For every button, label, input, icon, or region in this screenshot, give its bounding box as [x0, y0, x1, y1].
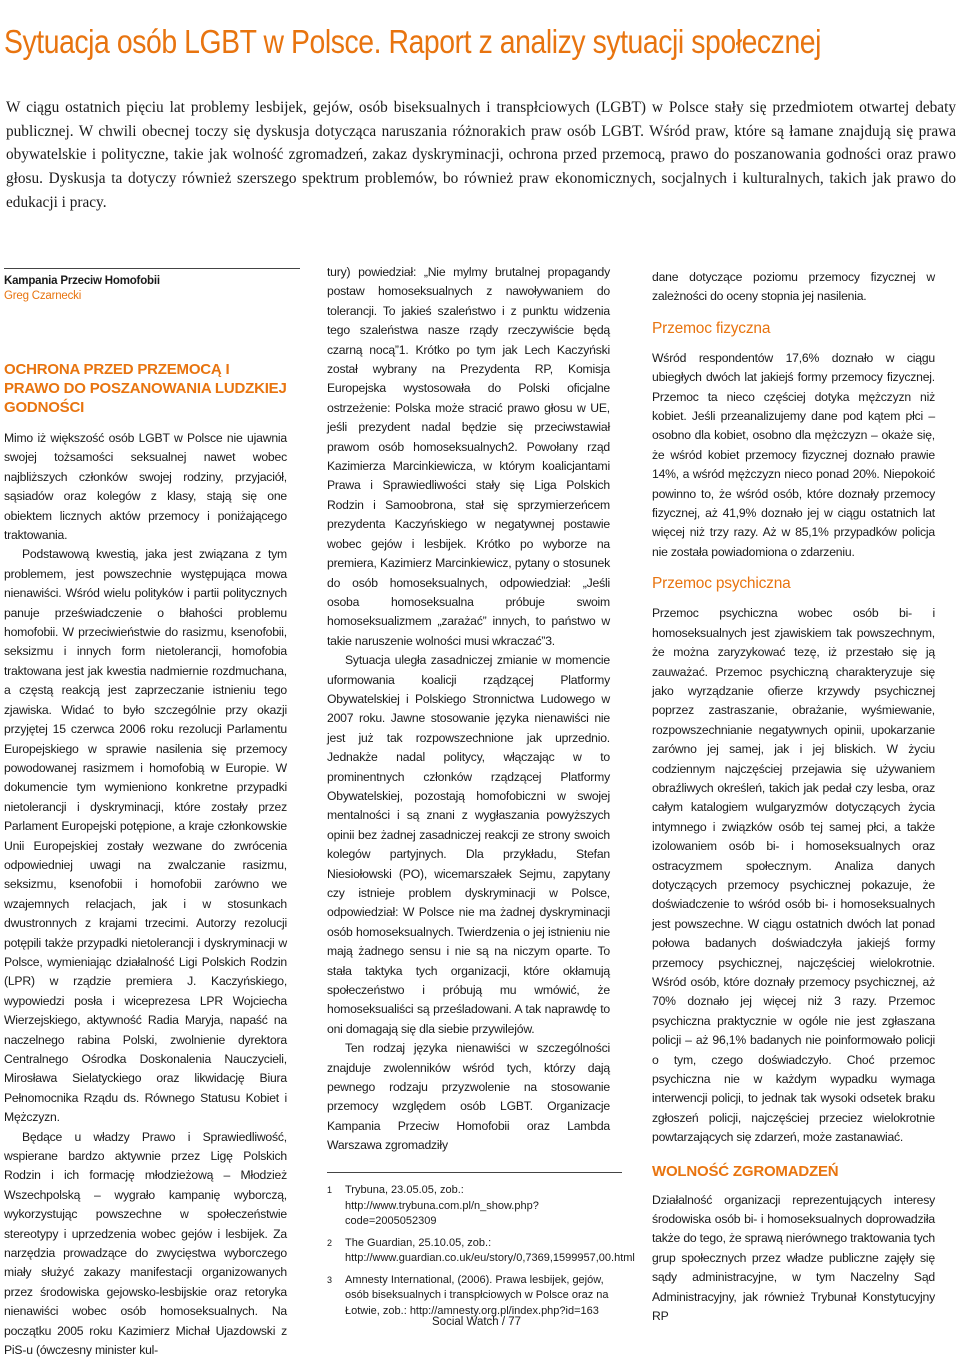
- paragraph: Wśród respondentów 17,6% doznało w ciągu ubiegłych dwóch lat jakiejś formy przemocy fizycznej. Przemoc ta nieco częściej dotyka mężczyzn niż kobiet. Jeśli przeanalizujemy dane pod kątem płci – osobno dla kobiet, osobno dla mężczyzn – okaże się, że wśród kobiet przemocy fizycznej doznało prawie 14%, a wśród mężczyzn nieco ponad 20%. Niepokoić powinno to, że wśród osób, które doznały przemocy fizycznej, aż 41,9% doznało jej w ciągu ostatnich lat więcej niż trzy razy. Aż w 85,1% przypadków policja nie została powiadomiona o zdarzeniu.: [652, 350, 935, 559]
- section-heading-violence: OCHRONA PRZED PRZEMOCĄ I PRAWO DO POSZANOWANIA LUDZKIEJ GODNOŚCI: [4, 361, 287, 416]
- campaign-label: Kampania Przeciw Homofobii: [4, 275, 160, 287]
- page-footer: Social Watch / 77: [432, 1316, 522, 1328]
- author-name: Greg Czarnecki: [4, 290, 82, 302]
- page-title: Sytuacja osób LGBT w Polsce. Raport z analizy sytuacji społecznej: [4, 23, 822, 61]
- footnote-number: 3: [327, 1274, 333, 1285]
- column-3: [652, 268, 935, 1327]
- column-1: [4, 268, 287, 1361]
- paragraph: tury) powiedział: „Nie mylmy brutalnej propagandy postaw homoseksualnych z nawoływaniem do tolerancji. To jakieś szaleństwo i z punktu widzenia tego szaleństwa nasze rządy rzeczywiście będą czarną nocą”1. Krótko po tym jak Lech Kaczyński został wybrany na Prezydenta RP, Komisja Europejska wystosowała do Polski oficjalne ostrzeżenie: Polska może stracić prawo głosu w UE, jeśli prezydent nadal będzie się przeciwstawiał prawom osób homoseksualnych2. Powołany rząd Kazimierza Marcinkiewicza, w którym koalicjantami Prawa i Sprawiedliwości stały się Liga Polskich Rodzin i Samoobrona, stał się sprzymierzeńcem prezydenta Kaczyńskiego w negatywnej postawie wobec gejów i lesbijek. Krótko po wyborze na premiera, Kazimierz Marcinkiewicz, pytany o stosunek do osób homoseksualnych, odpowiedział: „Jeśli osoba homoseksualna próbuje swoim homoseksualizmem „zarażać” innych, to państwo w takie naruszenie wolności musi wkraczać”3.: [327, 265, 610, 648]
- footnotes: [327, 1172, 635, 1325]
- paragraph: Przemoc psychiczna wobec osób bi- i homoseksualnych jest zjawiskiem tak powszechnym, że można zaryzykować tezę, iż przestało się ją zauważać. Przemoc psychiczną charakteryzuje się jako wyrządzanie ofierze krzywdy psychicznej poprzez zastraszanie, obrażanie, wyśmiewanie, rozpowszechnianie negatywnych opinii, upokarzanie zarówno jej samej, jak i jej bliskich. W życiu codziennym najczęściej przejawia się używaniem obraźliwych określeń, takich jak pedał czy lesba, oraz całym katalogiem wulgaryzmów dotyczących życia intymnego i związków osób tej samej płci, a także izolowaniem osób bi- i homoseksualnych oraz ostracyzmem społecznym. Analiza danych dotyczących przemocy psychicznej pokazuje, że doświadczenie to wśród osób bi- i homoseksualnych jest powszechne. W ciągu ostatnich dwóch lat ponad połowa badanych doświadczyła jakiejś formy przemocy psychicznej, najczęściej wielokrotnie. Wśród osób, które doznały przemocy psychicznej, aż 70% doznało jej więcej niż 3 razy. Przemoc psychiczna praktycznie w ogóle nie jest zgłaszana policji – aż 96,1% badanych nie poinformowało policji o tym, czego doświadczyło. Choć przemoc psychiczna nie w każdym wypadku wymaga interwencji policji, to jednak tak wysoki odsetek braku zgłoszeń policji, najczęściej przeciez wielokrotnie powtarzających się zdarzeń, może zastanawiać.: [652, 606, 935, 1145]
- footnote-number: 1: [327, 1185, 333, 1195]
- footnote-text: The Guardian, 25.10.05, zob.: http://www.guardian.co.uk/eu/story/0,7369,1599957,00.html: [345, 1236, 635, 1264]
- footnote-number: 2: [327, 1237, 333, 1248]
- paragraph: Będące u władzy Prawo i Sprawiedliwość, wspierane bardzo aktywnie przez Ligę Polskich Rodzin i ich formację młodzieżową – Młodzież Wszechpolską – wygrało kampanię wyborczą, wykorzystując powszechne w społeczeństwie stereotypy i uprzedzenia wobec gejów i lesbijek. Za narzędzia prowadzące do zwycięstwa wyborczego miały służyć zakazy manifestacji organizowanych przez środowiska gejowsko-lesbijskie oraz retoryka nienawiści wobec osób homoseksualnych. Na początku 2005 roku Kazimierz Michał Ujazdowski z PiS-u (ówczesny minister kul-: [4, 1129, 287, 1358]
- subheading-psychological-violence: Przemoc psychiczna: [652, 575, 791, 593]
- paragraph: Mimo iż większość osób LGBT w Polsce nie ujawnia swojej tożsamości seksualnej nawet wobec najbliższych członków swojej rodziny, przyjaciół, sąsiadów oraz kolegów z klasy, stają się one obiektem licznych aktów przemocy i poniżającego traktowania.: [4, 431, 287, 543]
- footnote: [327, 1236, 635, 1267]
- footnote: [327, 1273, 622, 1320]
- footnote: [327, 1183, 622, 1230]
- footnote-text: Amnesty International, (2006). Prawa lesbijek, gejów, osób biseksualnych i transpłciowych w Polsce oraz na Łotwie, zob.: http://amnesty.org.pl/index.php?id=163: [345, 1273, 609, 1317]
- paragraph: Podstawową kwestią, jaka jest związana z tym problemem, jest powszechnie występująca mowa nienawiści. Wśród wielu polityków i partii politycznych panuje przeświadczenie o błahości problemu homofobii. W przeciwieństwie do rasizmu, ksenofobii, seksizmu i innych form nietolerancji, homofobia traktowana jest jak kwestia nadmiernie rozdmuchana, a częstą reakcją jest zaprzeczanie istnieniu tego zjawiska. Widać to było szczególnie przy okazji przyjętej 15 czerwca 2006 roku rezolucji Parlamentu Europejskiego w sprawie nasilenia się przemocy powodowanej rasizmem i homofobią w Europie. W dokumencie tym wymieniono konkretne przypadki nietolerancji i dyskryminacji, które zostały przez Parlament Europejski potępione, a kraje członkowskie Unii Europejskiej zostały wezwane do zwrócenia odpowiedniej uwagi na zwalczanie rasizmu, seksizmu, ksenofobii i homofobii zarówno we wzajemnych relacjach, jak i w stosunkach dwustronnych z krajami trzecimi. Autorzy rezolucji potępili także przypadki nietolerancji i dyskryminacji w Polsce, wymieniając działalność Ligi Polskich Rodzin (LPR) w rządzie premiera J. Kaczyńskiego, wypowiedzi posła i wiceprezesa LPR Wojciecha Wierzejskiego, aktywność Radia Maryja, napaść na naczelnego rabina Polski, zwolnienie dyrektora Centralnego Ośrodka Doskonalenia Nauczycieli, Mirosława Sielatyckiego oraz likwidację Biura Pełnomocnika Rządu ds. Równego Statusu Kobiet i Mężczyzn.: [4, 547, 287, 1125]
- lead-paragraph: W ciągu ostatnich pięciu lat problemy lesbijek, gejów, osób biseksualnych i transpłciowych (LGBT) w Polsce stały się przedmiotem otwartej debaty publicznej. W chwili obecnej toczy się dyskusja dotycząca naruszania różnorakich praw osób LGBT. Wśród praw, które są łamane znajdują się prawa obywatelskie i polityczne, takie jak wolność zgromadzeń, zakaz dyskryminacji, ochrona przed przemocą, prawo do poszanowania godności oraz prawo głosu. Dyskusja ta dotyczy również szerszego spektrum problemów, bo również praw ekonomicznych, socjalnych i kulturalnych, takich jak prawo do edukacji i pracy.: [6, 99, 956, 211]
- subheading-physical-violence: Przemoc fizyczna: [652, 319, 771, 337]
- paragraph: Sytuacja uległa zasadniczej zmianie w momencie uformowania koalicji rządzącej Platformy Obywatelskiej i Polskiego Stronnictwa Ludowego w 2007 roku. Jawne stosowanie języka nienawiści nie jest już tak rozpowszechnione jak uprzednio. Jednakże nadal politycy, włączając w to prominentnych członków rządzącej Platformy Obywatelskiej, pozostają homofobiczni w swojej mentalności i są znani z wygłaszania powyższych opinii bez żadnej zasadniczej reakcji ze strony swoich kolegów partyjnych. Dla przykładu, Stefan Niesiołowski (PO), wicemarszałek Sejmu, zapytany czy istnieje problem dyskryminacji w Polsce, odpowiedział: W Polsce nie ma żadnej dyskryminacji osób homoseksualnych. Twierdzenia o jej istnieniu nie mają żadnego sensu i nie są na niczym oparte. To stała taktyka tych organizacji, które okłamują społeczeństwo i próbują mu wmówić, że homoseksualiści są prześladowani. A tak naprawdę to oni domagają się dla siebie przywilejów.: [327, 653, 610, 1036]
- paragraph: Ten rodzaj języka nienawiści w szczególności znajduje zwolenników wśród tych, którzy dają pewnego rodzaju przyzwolenie na stosowanie przemocy względem osób LGBT. Organizacje Kampania Przeciw Homofobii oraz Lambda Warszawa zgromadziły: [327, 1041, 610, 1153]
- column-2: [327, 263, 610, 1156]
- paragraph: dane dotyczące poziomu przemocy fizycznej w zależności do oceny stopnia jej nasilenia.: [652, 270, 935, 304]
- footnote-text: Trybuna, 23.05.05, zob.: http://www.trybuna.com.pl/n_show.php?code=2005052309: [345, 1184, 539, 1227]
- author-block: [4, 268, 300, 304]
- paragraph: Działalność organizacji reprezentujących interesy środowiska osób bi- i homoseksualnych doprowadziła także do tego, że sprawą nierównego traktowania tych grup społecznych przez władze publiczne zajęły się sądy administracyjne, w tym Naczelny Sąd Administracyjny, jak również Trybunał Konstytucyjny RP: [652, 1192, 935, 1324]
- section-heading-assembly: WOLNOŚĆ ZGROMADZEŃ: [652, 1162, 839, 1180]
